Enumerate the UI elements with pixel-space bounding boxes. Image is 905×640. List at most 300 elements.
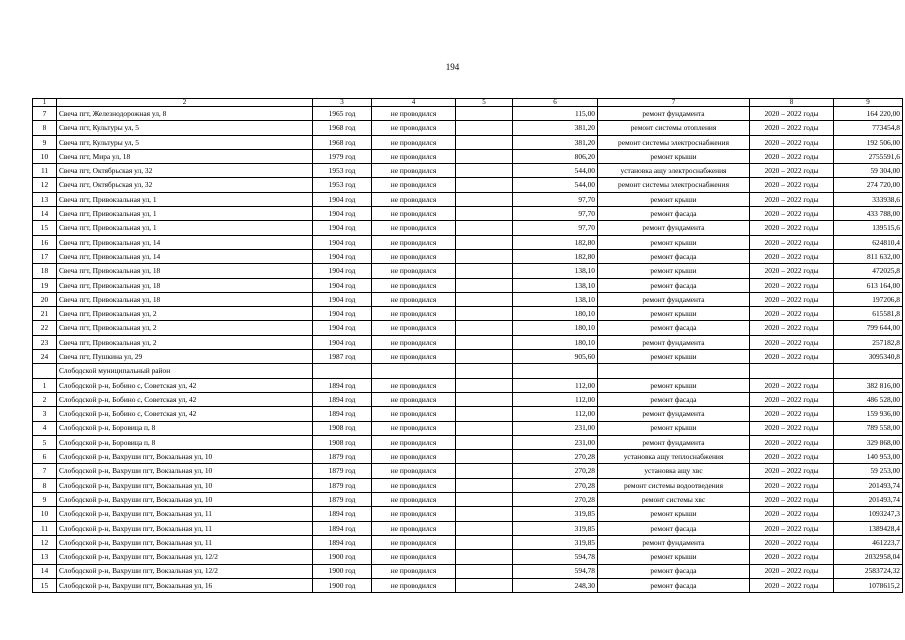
- address-cell: Свеча пгт, Октябрьская ул, 32: [57, 178, 313, 192]
- empty-cell: [456, 192, 513, 206]
- column-number: 1: [33, 99, 57, 107]
- work-type-cell: ремонт системы электроснабжения: [598, 135, 750, 149]
- work-type-cell: ремонт крыши: [598, 307, 750, 321]
- address-cell: Слободской муниципальный район: [57, 364, 313, 378]
- last-repair-cell: не проводился: [372, 435, 456, 449]
- year-cell: 1894 год: [313, 378, 372, 392]
- area-cell: 544,00: [513, 164, 598, 178]
- table-row: [33, 164, 903, 178]
- area-cell: 112,00: [513, 378, 598, 392]
- address-cell: Свеча пгт, Привокзальная ул, 2: [57, 321, 313, 335]
- area-cell: 180,10: [513, 307, 598, 321]
- table-row: [33, 207, 903, 221]
- area-cell: 270,28: [513, 464, 598, 478]
- address-cell: Свеча пгт, Привокзальная ул, 18: [57, 278, 313, 292]
- last-repair-cell: не проводился: [372, 121, 456, 135]
- table-row: [33, 221, 903, 235]
- last-repair-cell: не проводился: [372, 421, 456, 435]
- year-cell: 1953 год: [313, 164, 372, 178]
- last-repair-cell: не проводился: [372, 464, 456, 478]
- year-cell: [313, 364, 372, 378]
- table-row: [33, 149, 903, 163]
- row-number: 18: [33, 264, 57, 278]
- period-cell: 2020 – 2022 годы: [750, 478, 834, 492]
- address-cell: Свеча пгт, Культуры ул, 5: [57, 135, 313, 149]
- column-number: 4: [372, 99, 456, 107]
- empty-cell: [456, 378, 513, 392]
- period-cell: 2020 – 2022 годы: [750, 235, 834, 249]
- period-cell: 2020 – 2022 годы: [750, 464, 834, 478]
- empty-cell: [456, 435, 513, 449]
- table-row: [33, 278, 903, 292]
- work-type-cell: ремонт фасада: [598, 392, 750, 406]
- row-number: 13: [33, 550, 57, 564]
- last-repair-cell: не проводился: [372, 450, 456, 464]
- area-cell: 97,70: [513, 207, 598, 221]
- period-cell: 2020 – 2022 годы: [750, 164, 834, 178]
- empty-cell: [456, 521, 513, 535]
- row-number: 16: [33, 235, 57, 249]
- period-cell: 2020 – 2022 годы: [750, 407, 834, 421]
- year-cell: 1900 год: [313, 550, 372, 564]
- row-number: 5: [33, 435, 57, 449]
- cost-cell: 461223,7: [834, 535, 903, 549]
- area-cell: [513, 364, 598, 378]
- period-cell: 2020 – 2022 годы: [750, 264, 834, 278]
- address-cell: Свеча пгт, Октябрьская ул, 32: [57, 164, 313, 178]
- year-cell: 1894 год: [313, 535, 372, 549]
- area-cell: 180,10: [513, 321, 598, 335]
- last-repair-cell: не проводился: [372, 192, 456, 206]
- row-number: 19: [33, 278, 57, 292]
- cost-cell: 192 506,00: [834, 135, 903, 149]
- last-repair-cell: не проводился: [372, 135, 456, 149]
- address-cell: Свеча пгт, Культуры ул, 5: [57, 121, 313, 135]
- year-cell: 1904 год: [313, 307, 372, 321]
- address-cell: Слободской р-н, Вахруши пгт, Вокзальная ул, 11: [57, 535, 313, 549]
- work-type-cell: ремонт фундамента: [598, 292, 750, 306]
- cost-cell: 811 632,00: [834, 249, 903, 263]
- last-repair-cell: не проводился: [372, 107, 456, 121]
- column-number: 2: [57, 99, 313, 107]
- column-number: 9: [834, 99, 903, 107]
- cost-cell: 201493,74: [834, 478, 903, 492]
- empty-cell: [456, 535, 513, 549]
- cost-cell: 59 304,00: [834, 164, 903, 178]
- period-cell: 2020 – 2022 годы: [750, 107, 834, 121]
- empty-cell: [456, 164, 513, 178]
- year-cell: 1894 год: [313, 521, 372, 535]
- cost-cell: 139515,6: [834, 221, 903, 235]
- area-cell: 180,10: [513, 335, 598, 349]
- year-cell: 1879 год: [313, 478, 372, 492]
- period-cell: 2020 – 2022 годы: [750, 135, 834, 149]
- last-repair-cell: не проводился: [372, 378, 456, 392]
- address-cell: Слободской р-н, Боровица п, 8: [57, 435, 313, 449]
- empty-cell: [456, 578, 513, 592]
- column-number: 7: [598, 99, 750, 107]
- last-repair-cell: не проводился: [372, 221, 456, 235]
- address-cell: Слободской р-н, Вахруши пгт, Вокзальная ул, 11: [57, 507, 313, 521]
- work-type-cell: ремонт системы отопления: [598, 121, 750, 135]
- cost-cell: 773454,8: [834, 121, 903, 135]
- work-type-cell: ремонт фундамента: [598, 407, 750, 421]
- column-number: 6: [513, 99, 598, 107]
- area-cell: 270,28: [513, 450, 598, 464]
- address-cell: Свеча пгт, Привокзальная ул, 1: [57, 221, 313, 235]
- year-cell: 1968 год: [313, 135, 372, 149]
- table-row: [33, 350, 903, 364]
- period-cell: 2020 – 2022 годы: [750, 521, 834, 535]
- row-number: 1: [33, 378, 57, 392]
- work-type-cell: ремонт крыши: [598, 507, 750, 521]
- work-type-cell: ремонт фасада: [598, 321, 750, 335]
- period-cell: 2020 – 2022 годы: [750, 192, 834, 206]
- last-repair-cell: не проводился: [372, 578, 456, 592]
- table-row: [33, 521, 903, 535]
- work-type-cell: ремонт крыши: [598, 192, 750, 206]
- empty-cell: [456, 321, 513, 335]
- last-repair-cell: не проводился: [372, 207, 456, 221]
- period-cell: 2020 – 2022 годы: [750, 450, 834, 464]
- address-cell: Свеча пгт, Привокзальная ул, 14: [57, 235, 313, 249]
- period-cell: 2020 – 2022 годы: [750, 421, 834, 435]
- table-row: [33, 478, 903, 492]
- year-cell: 1908 год: [313, 435, 372, 449]
- row-number: 9: [33, 493, 57, 507]
- empty-cell: [456, 350, 513, 364]
- work-type-cell: ремонт крыши: [598, 421, 750, 435]
- last-repair-cell: не проводился: [372, 249, 456, 263]
- district-heading-row: [33, 364, 903, 378]
- area-cell: 112,00: [513, 392, 598, 406]
- last-repair-cell: не проводился: [372, 264, 456, 278]
- last-repair-cell: не проводился: [372, 307, 456, 321]
- table-row: [33, 335, 903, 349]
- period-cell: 2020 – 2022 годы: [750, 307, 834, 321]
- cost-cell: 197206,8: [834, 292, 903, 306]
- cost-cell: 257182,8: [834, 335, 903, 349]
- table-row: [33, 135, 903, 149]
- empty-cell: [456, 335, 513, 349]
- last-repair-cell: не проводился: [372, 178, 456, 192]
- last-repair-cell: не проводился: [372, 521, 456, 535]
- row-number: 13: [33, 192, 57, 206]
- empty-cell: [456, 235, 513, 249]
- cost-cell: 59 253,00: [834, 464, 903, 478]
- table-row: [33, 178, 903, 192]
- year-cell: 1900 год: [313, 564, 372, 578]
- work-type-cell: ремонт крыши: [598, 350, 750, 364]
- area-cell: 138,10: [513, 292, 598, 306]
- area-cell: 115,00: [513, 107, 598, 121]
- year-cell: 1904 год: [313, 278, 372, 292]
- row-number: 21: [33, 307, 57, 321]
- empty-cell: [456, 507, 513, 521]
- work-type-cell: ремонт крыши: [598, 264, 750, 278]
- empty-cell: [456, 307, 513, 321]
- last-repair-cell: не проводился: [372, 407, 456, 421]
- area-cell: 138,10: [513, 264, 598, 278]
- table-row: [33, 450, 903, 464]
- repair-register-table: [32, 98, 903, 593]
- empty-cell: [456, 278, 513, 292]
- row-number: 7: [33, 107, 57, 121]
- row-number: 2: [33, 392, 57, 406]
- period-cell: 2020 – 2022 годы: [750, 435, 834, 449]
- empty-cell: [456, 264, 513, 278]
- address-cell: Свеча пгт, Мира ул, 18: [57, 149, 313, 163]
- area-cell: 97,70: [513, 221, 598, 235]
- table-row: [33, 421, 903, 435]
- last-repair-cell: не проводился: [372, 478, 456, 492]
- area-cell: 319,85: [513, 521, 598, 535]
- table-row: [33, 535, 903, 549]
- area-cell: 319,85: [513, 507, 598, 521]
- empty-cell: [456, 221, 513, 235]
- row-number: 8: [33, 121, 57, 135]
- year-cell: 1879 год: [313, 464, 372, 478]
- work-type-cell: установка ащу теплоснабжения: [598, 450, 750, 464]
- period-cell: 2020 – 2022 годы: [750, 207, 834, 221]
- address-cell: Слободской р-н, Боровица п, 8: [57, 421, 313, 435]
- area-cell: 594,78: [513, 564, 598, 578]
- work-type-cell: ремонт фундамента: [598, 335, 750, 349]
- table-row: [33, 378, 903, 392]
- address-cell: Слободской р-н, Вахруши пгт, Вокзальная ул, 10: [57, 478, 313, 492]
- area-cell: 806,20: [513, 149, 598, 163]
- address-cell: Свеча пгт, Пушкина ул, 29: [57, 350, 313, 364]
- area-cell: 270,28: [513, 478, 598, 492]
- empty-cell: [456, 550, 513, 564]
- table-row: [33, 321, 903, 335]
- work-type-cell: ремонт фасада: [598, 578, 750, 592]
- work-type-cell: ремонт фундамента: [598, 435, 750, 449]
- year-cell: 1894 год: [313, 392, 372, 406]
- empty-cell: [456, 292, 513, 306]
- address-cell: Слободской р-н, Бобино с, Советская ул, 42: [57, 407, 313, 421]
- address-cell: Свеча пгт, Привокзальная ул, 18: [57, 292, 313, 306]
- table-row: [33, 121, 903, 135]
- area-cell: 594,78: [513, 550, 598, 564]
- area-cell: 97,70: [513, 192, 598, 206]
- table-row: [33, 564, 903, 578]
- table-row: [33, 307, 903, 321]
- table-row: [33, 493, 903, 507]
- work-type-cell: ремонт фасада: [598, 207, 750, 221]
- table-row: [33, 235, 903, 249]
- table-row: [33, 192, 903, 206]
- table-row: [33, 464, 903, 478]
- area-cell: 248,30: [513, 578, 598, 592]
- row-number: 9: [33, 135, 57, 149]
- period-cell: 2020 – 2022 годы: [750, 278, 834, 292]
- row-number: 17: [33, 249, 57, 263]
- year-cell: 1879 год: [313, 493, 372, 507]
- address-cell: Слободской р-н, Бобино с, Советская ул, 42: [57, 392, 313, 406]
- address-cell: Свеча пгт, Привокзальная ул, 2: [57, 307, 313, 321]
- year-cell: 1879 год: [313, 450, 372, 464]
- work-type-cell: ремонт крыши: [598, 149, 750, 163]
- last-repair-cell: не проводился: [372, 321, 456, 335]
- work-type-cell: ремонт фасада: [598, 249, 750, 263]
- cost-cell: 613 164,00: [834, 278, 903, 292]
- period-cell: 2020 – 2022 годы: [750, 121, 834, 135]
- table-row: [33, 292, 903, 306]
- row-number: 8: [33, 478, 57, 492]
- table-row: [33, 264, 903, 278]
- cost-cell: 140 953,00: [834, 450, 903, 464]
- row-number: 11: [33, 521, 57, 535]
- table-body: [33, 99, 903, 593]
- table-row: [33, 249, 903, 263]
- cost-cell: 1093247,3: [834, 507, 903, 521]
- empty-cell: [456, 207, 513, 221]
- work-type-cell: ремонт системы электроснабжения: [598, 178, 750, 192]
- address-cell: Слободской р-н, Вахруши пгт, Вокзальная ул, 10: [57, 450, 313, 464]
- period-cell: 2020 – 2022 годы: [750, 335, 834, 349]
- address-cell: Слободской р-н, Вахруши пгт, Вокзальная ул, 10: [57, 464, 313, 478]
- empty-cell: [456, 107, 513, 121]
- address-cell: Слободской р-н, Вахруши пгт, Вокзальная ул, 12/2: [57, 550, 313, 564]
- area-cell: 182,80: [513, 235, 598, 249]
- cost-cell: 486 528,00: [834, 392, 903, 406]
- cost-cell: 333938,6: [834, 192, 903, 206]
- cost-cell: 624810,4: [834, 235, 903, 249]
- table-row: [33, 407, 903, 421]
- period-cell: 2020 – 2022 годы: [750, 550, 834, 564]
- address-cell: Слободской р-н, Вахруши пгт, Вокзальная ул, 16: [57, 578, 313, 592]
- cost-cell: 2583724,32: [834, 564, 903, 578]
- period-cell: 2020 – 2022 годы: [750, 321, 834, 335]
- last-repair-cell: не проводился: [372, 493, 456, 507]
- empty-cell: [456, 149, 513, 163]
- area-cell: 544,00: [513, 178, 598, 192]
- work-type-cell: ремонт системы хвс: [598, 493, 750, 507]
- year-cell: 1904 год: [313, 292, 372, 306]
- area-cell: 905,60: [513, 350, 598, 364]
- work-type-cell: [598, 364, 750, 378]
- cost-cell: 201493,74: [834, 493, 903, 507]
- cost-cell: 2755591,6: [834, 149, 903, 163]
- work-type-cell: ремонт крыши: [598, 550, 750, 564]
- address-cell: Свеча пгт, Привокзальная ул, 2: [57, 335, 313, 349]
- cost-cell: 615581,8: [834, 307, 903, 321]
- row-number: 3: [33, 407, 57, 421]
- last-repair-cell: не проводился: [372, 507, 456, 521]
- cost-cell: 164 220,00: [834, 107, 903, 121]
- year-cell: 1953 год: [313, 178, 372, 192]
- cost-cell: 159 936,00: [834, 407, 903, 421]
- year-cell: 1965 год: [313, 107, 372, 121]
- address-cell: Слободской р-н, Вахруши пгт, Вокзальная ул, 12/2: [57, 564, 313, 578]
- period-cell: 2020 – 2022 годы: [750, 493, 834, 507]
- period-cell: 2020 – 2022 годы: [750, 249, 834, 263]
- empty-cell: [456, 407, 513, 421]
- column-number-row: [33, 99, 903, 107]
- period-cell: 2020 – 2022 годы: [750, 149, 834, 163]
- last-repair-cell: не проводился: [372, 235, 456, 249]
- area-cell: 231,00: [513, 435, 598, 449]
- empty-cell: [456, 121, 513, 135]
- address-cell: Свеча пгт, Железнодорожная ул, 8: [57, 107, 313, 121]
- cost-cell: 274 720,00: [834, 178, 903, 192]
- work-type-cell: ремонт фундамента: [598, 221, 750, 235]
- cost-cell: 1389428,4: [834, 521, 903, 535]
- area-cell: 319,85: [513, 535, 598, 549]
- empty-cell: [456, 478, 513, 492]
- empty-cell: [456, 135, 513, 149]
- row-number: 23: [33, 335, 57, 349]
- last-repair-cell: [372, 364, 456, 378]
- period-cell: 2020 – 2022 годы: [750, 221, 834, 235]
- area-cell: 231,00: [513, 421, 598, 435]
- year-cell: 1904 год: [313, 235, 372, 249]
- empty-cell: [456, 464, 513, 478]
- cost-cell: 2032958,04: [834, 550, 903, 564]
- row-number: 14: [33, 207, 57, 221]
- empty-cell: [456, 450, 513, 464]
- cost-cell: 472025,8: [834, 264, 903, 278]
- last-repair-cell: не проводился: [372, 278, 456, 292]
- work-type-cell: ремонт фундамента: [598, 535, 750, 549]
- cost-cell: 799 644,00: [834, 321, 903, 335]
- year-cell: 1987 год: [313, 350, 372, 364]
- cost-cell: 433 788,00: [834, 207, 903, 221]
- column-number: 8: [750, 99, 834, 107]
- period-cell: 2020 – 2022 годы: [750, 392, 834, 406]
- period-cell: 2020 – 2022 годы: [750, 178, 834, 192]
- address-cell: Слободской р-н, Вахруши пгт, Вокзальная ул, 10: [57, 493, 313, 507]
- address-cell: Свеча пгт, Привокзальная ул, 1: [57, 192, 313, 206]
- empty-cell: [456, 392, 513, 406]
- row-number: 12: [33, 178, 57, 192]
- work-type-cell: ремонт крыши: [598, 235, 750, 249]
- year-cell: 1908 год: [313, 421, 372, 435]
- year-cell: 1894 год: [313, 407, 372, 421]
- cost-cell: 329 868,00: [834, 435, 903, 449]
- period-cell: 2020 – 2022 годы: [750, 578, 834, 592]
- row-number: 12: [33, 535, 57, 549]
- work-type-cell: установка ащу хвс: [598, 464, 750, 478]
- empty-cell: [456, 564, 513, 578]
- row-number: 20: [33, 292, 57, 306]
- period-cell: 2020 – 2022 годы: [750, 378, 834, 392]
- address-cell: Свеча пгт, Привокзальная ул, 1: [57, 207, 313, 221]
- address-cell: Слободской р-н, Вахруши пгт, Вокзальная ул, 11: [57, 521, 313, 535]
- period-cell: 2020 – 2022 годы: [750, 507, 834, 521]
- work-type-cell: ремонт системы водоотведения: [598, 478, 750, 492]
- table-row: [33, 507, 903, 521]
- area-cell: 270,28: [513, 493, 598, 507]
- last-repair-cell: не проводился: [372, 350, 456, 364]
- row-number: 15: [33, 578, 57, 592]
- cost-cell: 3095340,8: [834, 350, 903, 364]
- empty-cell: [456, 364, 513, 378]
- column-number: 3: [313, 99, 372, 107]
- row-number: 24: [33, 350, 57, 364]
- period-cell: 2020 – 2022 годы: [750, 564, 834, 578]
- year-cell: 1904 год: [313, 192, 372, 206]
- last-repair-cell: не проводился: [372, 335, 456, 349]
- last-repair-cell: не проводился: [372, 535, 456, 549]
- work-type-cell: ремонт фасада: [598, 564, 750, 578]
- area-cell: 381,20: [513, 135, 598, 149]
- work-type-cell: ремонт фундамента: [598, 107, 750, 121]
- address-cell: Свеча пгт, Привокзальная ул, 18: [57, 264, 313, 278]
- cost-cell: [834, 364, 903, 378]
- year-cell: 1904 год: [313, 264, 372, 278]
